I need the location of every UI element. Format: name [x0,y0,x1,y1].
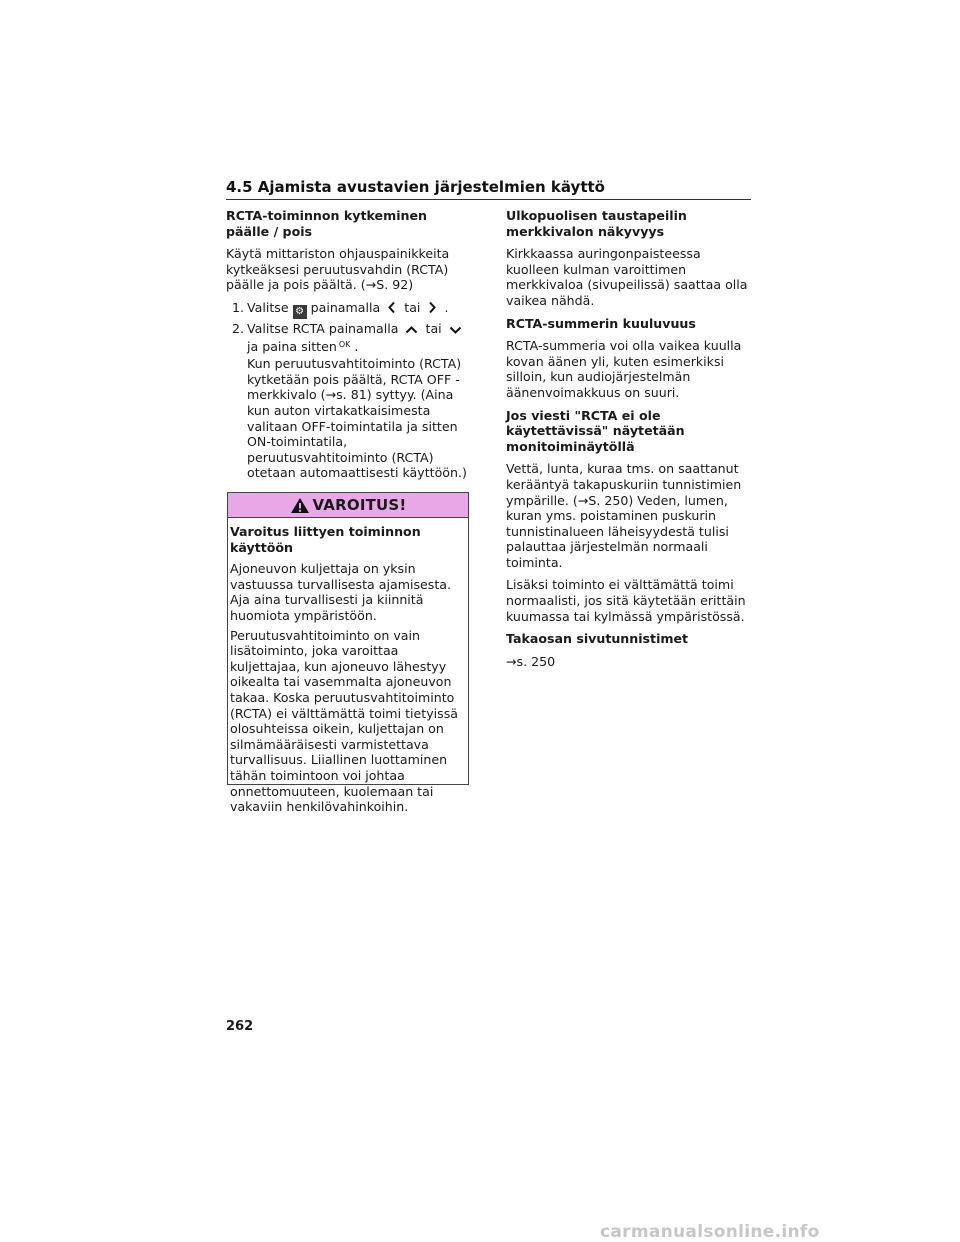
page-number: 262 [226,1019,254,1034]
warning-paragraph-1: Ajoneuvon kuljettaja on yksin vastuussa turvallisesta ajamisesta. Aja aina turvallisesti ja kiinnitä huomiota ympäristöön. [230,561,451,623]
left-column [226,208,470,488]
warning-header [228,493,468,518]
watermark: carmanualsonline.info [600,1222,820,1242]
rcta-buzzer-text: RCTA-summeria voi olla vaikea kuulla kovan äänen yli, kuten esimerkiksi silloin, kun audiojärjestelmän äänenvoimakkuus on suuri. [506,338,742,400]
rear-side-sensors-heading: Takaosan sivutunnistimet [506,631,689,647]
step-1-text-a: Valitse [247,299,289,315]
warning-triangle-icon [290,497,310,514]
step-2-text-c: ja paina sitten [247,338,337,354]
step-2-text-b: tai [425,320,442,336]
settings-gear-icon: ⚙ [293,305,307,319]
warning-body [228,518,468,815]
step-1-text-c: tai [404,299,421,315]
step-2-text-a: Valitse RCTA painamalla [247,320,399,336]
step-2-text [247,321,470,354]
right-column [506,208,750,676]
warning-heading: Varoitus liittyen toiminnon käyttöön [230,524,421,555]
warning-label: VAROITUS! [312,496,407,514]
chevron-down-icon [449,325,462,335]
rcta-toggle-heading: RCTA-toiminnon kytkeminen päälle / pois [226,208,427,239]
step-2-number: 2. [231,320,244,336]
chevron-right-icon [427,301,437,314]
chevron-up-icon [405,325,418,335]
step-1-number: 1. [231,299,244,315]
rcta-unavailable-text: Vettä, lunta, kuraa tms. on saattanut kerääntyä takapuskuriin tunnistimien ympärille. (→S. 250) Veden, lumen, kuran yms. poistaminen puskurin tunnistinalueen läheisyydestä tulisi palauttaa järjestelmän normaali toiminta. [506,461,742,570]
rcta-off-note: Kun peruutusvahtitoiminto (RCTA) kytketään pois päältä, RCTA OFF -merkkivalo (→s. 81) syttyy. (Aina kun auton virtakatkaisimesta valitaan OFF-toimintatila ja sitten ON-toimintatila, peruutusvahtitoiminto (RCTA) otetaan automaattisesti käyttöön.) [247,356,467,481]
rcta-buzzer-heading: RCTA-summerin kuuluvuus [506,315,696,331]
ok-button-icon: OK [338,339,351,349]
rear-side-sensors-reference: →s. 250 [506,653,556,669]
step-2 [226,321,470,354]
step-1-text [247,300,470,319]
section-title: 4.5 Ajamista avustavien järjestelmien käyttö [226,178,751,200]
warning-box [227,492,469,815]
temperature-note-text: Lisäksi toiminto ei välttämättä toimi normaalisti, jos sitä käytetään erittäin kuumassa tai kylmässä ympäristössä. [506,577,746,624]
mirror-indicator-text: Kirkkaassa auringonpaisteessa kuolleen kulman varoittimen merkkivaloa (sivupeilissä) saattaa olla vaikea nähdä. [506,246,748,308]
rcta-unavailable-heading: Jos viesti "RCTA ei ole käytettävissä" näytetään monitoiminäytöllä [506,407,685,454]
rcta-intro-text: Käytä mittariston ohjauspainikkeita kytkeäksesi peruutusvahdin (RCTA) päälle ja pois päältä. (→S. 92) [226,246,450,293]
mirror-indicator-heading: Ulkopuolisen taustapeilin merkkivalon näkyvyys [506,208,687,239]
step-1 [226,300,470,319]
warning-paragraph-2: Peruutusvahtitoiminto on vain lisätoiminto, joka varoittaa kuljettajaa, kun ajoneuvo lähestyy oikealta tai vasemmalta ajoneuvon takaa. Koska peruutusvahtitoiminto (RCTA) ei välttämättä toimi tietyissä olosuhteissa oikein, kuljettajan on silmämääräisesti varmistettava turvallisuus. Liiallinen luottaminen tähän toimintoon voi johtaa onnettomuuteen, kuolemaan tai vakaviin henkilövahinkoihin. [230,627,458,815]
chevron-left-icon [387,301,397,314]
step-1-text-b: painamalla [310,299,381,315]
step-2-text-d: . [354,338,359,354]
step-1-text-d: . [444,299,449,315]
